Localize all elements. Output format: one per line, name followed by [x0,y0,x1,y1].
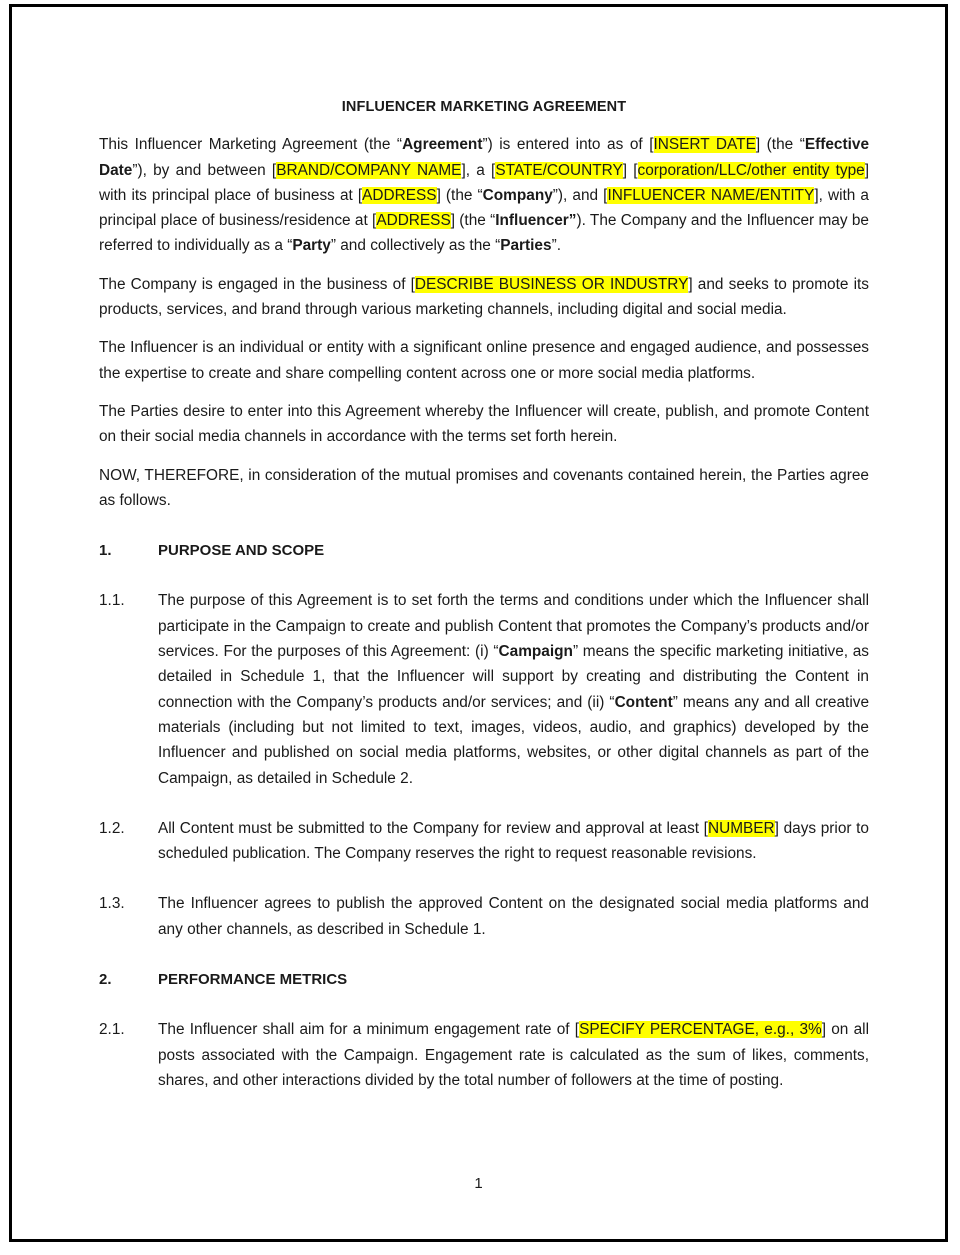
defined-term: Campaign [498,643,573,661]
section-title: PURPOSE AND SCOPE [158,542,325,560]
section-heading-purpose [99,538,869,563]
recital-now-therefore: NOW, THEREFORE, in consideration of the mutual promises and covenants contained herein, the Parties agree as follows. [99,466,869,509]
recital-influencer: The Influencer is an individual or entity with a significant online presence and engaged audience, and possesses the expertise to create and share compelling content across one or more social media platforms. [99,339,869,382]
defined-term: Party [292,237,331,255]
document-body [99,95,869,1118]
placeholder-field: DESCRIBE BUSINESS OR INDUSTRY [414,275,689,293]
recital-business: The Company is engaged in the business of [DESCRIBE BUSINESS OR INDUSTRY] and seeks to promote its products, services, and brand through various marketing channels, including digital and social media. [99,275,870,319]
placeholder-field: SPECIFY PERCENTAGE, e.g., 3% [579,1021,822,1039]
placeholder-field: BRAND/COMPANY NAME [276,161,462,179]
clause-number: 1.1. [99,592,125,610]
section-number: 2. [99,971,112,989]
placeholder-field: INSERT DATE [653,136,756,154]
clause-text: The Influencer shall aim for a minimum engagement rate of [SPECIFY PERCENTAGE, e.g., 3%] on all posts associated with the Campaign. Engagement rate is calculated as the sum of likes, comments, shares, and other interactions divided by the total number of followers at the time of posting. [158,1021,869,1089]
clause-text: The purpose of this Agreement is to set forth the terms and conditions under which the Influencer shall participate in the Campaign to create and publish Content that promotes the Company’s products and/or services. For the purposes of this Agreement: (i) “Campaign” means the specific marketing initiative, as detailed in Schedule 1, that the Influencer will support by creating and distributing the Content in connection with the Company’s products and/or services; and (ii) “Content” means any and all creative materials (including but not limited to text, images, videos, audio, and graphics) developed by the Influencer and published on social media platforms, websites, or other digital channels as part of the Campaign, as detailed in Schedule 2. [158,592,870,787]
placeholder-field: INFLUENCER NAME/ENTITY [607,186,815,204]
clause-number: 1.3. [99,895,125,913]
recital-desire: The Parties desire to enter into this Agreement whereby the Influencer will create, publish, and promote Content on their social media channels in accordance with the terms set forth herein. [99,402,869,446]
section-heading-performance [99,967,869,992]
document-title: INFLUENCER MARKETING AGREEMENT [341,99,627,115]
section-number: 1. [99,542,112,560]
defined-term: Effective Date [99,136,870,179]
clause-number: 1.2. [99,819,125,837]
intro-paragraph: This Influencer Marketing Agreement (the “Agreement”) is entered into as of [INSERT DATE] (the “Effective Date”), by and between [BRAND/COMPANY NAME], a [STATE/COUNTRY] [corporation/LLC/other entity type] with its principal place of business at [ADDRESS] (the “Company”), and [INFLUENCER NAME/ENTITY], with a principal place of business/residence at [ADDRESS] (the “Influencer”). The Company and the Influencer may be referred to individually as a “Party” and collectively as the “Parties”. [99,136,870,255]
clause-number: 2.1. [99,1021,125,1039]
page-number: 1 [474,1175,483,1192]
document-page [9,4,948,1242]
placeholder-field: NUMBER [707,819,775,837]
placeholder-field: ADDRESS [376,212,451,230]
defined-term: Agreement [402,136,483,154]
clause-text: The Influencer agrees to publish the approved Content on the designated social media platforms and any other channels, as described in Schedule 1. [158,895,869,938]
clause-1-3 [99,891,869,942]
defined-term: Content [614,693,673,711]
clause-2-1 [99,1017,869,1093]
placeholder-field: ADDRESS [362,186,437,204]
section-title: PERFORMANCE METRICS [158,971,348,989]
clause-text: All Content must be submitted to the Company for review and approval at least [NUMBER] days prior to scheduled publication. The Company reserves the right to request reasonable revisions. [158,819,869,863]
clause-1-2 [99,816,869,867]
placeholder-field: STATE/COUNTRY [495,161,623,179]
clause-1-1 [99,588,869,790]
defined-term: Company [482,186,553,204]
defined-term: Parties [500,237,552,255]
placeholder-field: corporation/LLC/other entity type [637,161,865,179]
defined-term: Influencer” [495,212,577,230]
